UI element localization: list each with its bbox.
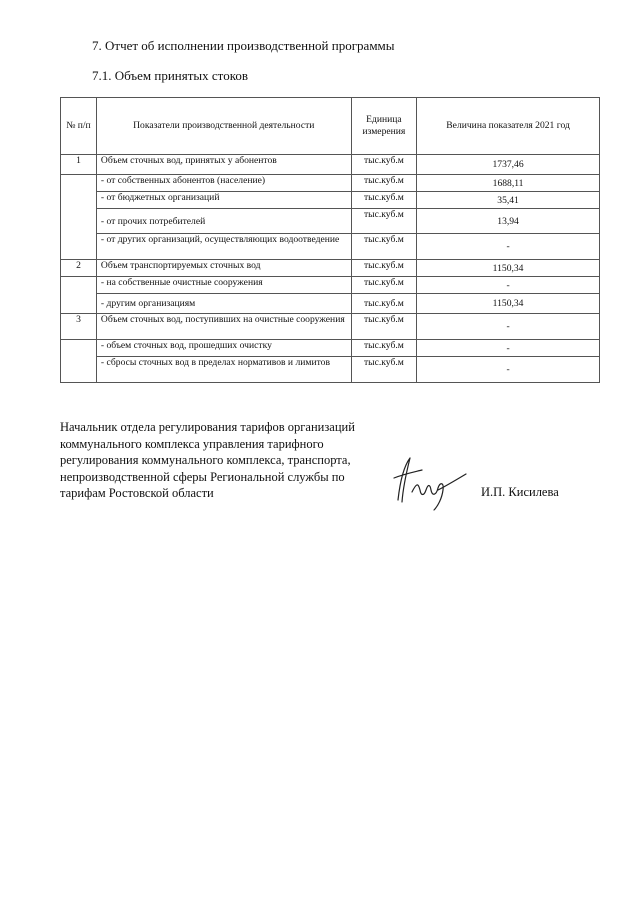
row-name: - на собственные очистные сооружения bbox=[96, 277, 351, 294]
row-unit: тыс.куб.м bbox=[351, 314, 417, 340]
row-num-group-1 bbox=[61, 175, 97, 260]
row-num: 2 bbox=[61, 260, 97, 277]
header-unit: Единица измерения bbox=[351, 98, 417, 155]
row-name: - от бюджетных организаций bbox=[96, 192, 351, 209]
signer-name: И.П. Кисилева bbox=[481, 485, 559, 499]
table-row bbox=[61, 260, 600, 277]
row-unit: тыс.куб.м bbox=[351, 277, 417, 294]
row-value: - bbox=[417, 277, 600, 294]
row-unit: тыс.куб.м bbox=[351, 357, 417, 383]
table-row bbox=[61, 314, 600, 340]
row-name: - объем сточных вод, прошедших очистку bbox=[96, 340, 351, 357]
position-line: непроизводственной сферы Региональной службы по bbox=[60, 469, 345, 484]
row-name: - сбросы сточных вод в пределах нормативов и лимитов bbox=[96, 357, 351, 383]
row-value: 35,41 bbox=[417, 192, 600, 209]
row-num: 1 bbox=[61, 155, 97, 175]
row-unit: тыс.куб.м bbox=[351, 294, 417, 314]
table-row bbox=[61, 277, 600, 294]
row-unit: тыс.куб.м bbox=[351, 234, 417, 260]
row-name: Объем сточных вод, поступивших на очистные сооружения bbox=[96, 314, 351, 340]
row-value: - bbox=[417, 314, 600, 340]
subsection-heading: 7.1. Объем принятых стоков bbox=[92, 68, 248, 83]
row-num: 3 bbox=[61, 314, 97, 340]
table-row bbox=[61, 192, 600, 209]
section-heading: 7. Отчет об исполнении производственной программы bbox=[92, 38, 395, 53]
table-row bbox=[61, 155, 600, 175]
row-value: - bbox=[417, 357, 600, 383]
production-program-table bbox=[60, 97, 600, 383]
row-unit: тыс.куб.м bbox=[351, 340, 417, 357]
signatory-position bbox=[60, 419, 355, 502]
row-unit: тыс.куб.м bbox=[351, 209, 417, 234]
row-unit: тыс.куб.м bbox=[351, 155, 417, 175]
table-header-row bbox=[61, 98, 600, 155]
table-row bbox=[61, 357, 600, 383]
row-value: 1150,34 bbox=[417, 260, 600, 277]
row-value: 13,94 bbox=[417, 209, 600, 234]
table-row bbox=[61, 234, 600, 260]
table-row bbox=[61, 209, 600, 234]
row-num-group-2 bbox=[61, 277, 97, 314]
position-line: коммунального комплекса управления тарифного bbox=[60, 436, 324, 451]
header-value: Величина показателя 2021 год bbox=[417, 98, 600, 155]
row-value: - bbox=[417, 234, 600, 260]
row-name: - от собственных абонентов (население) bbox=[96, 175, 351, 192]
row-unit: тыс.куб.м bbox=[351, 260, 417, 277]
position-line: Начальник отдела регулирования тарифов организаций bbox=[60, 420, 355, 434]
row-value: 1150,34 bbox=[417, 294, 600, 314]
row-name: - от прочих потребителей bbox=[96, 209, 351, 234]
row-unit: тыс.куб.м bbox=[351, 192, 417, 209]
row-unit: тыс.куб.м bbox=[351, 175, 417, 192]
table-row bbox=[61, 175, 600, 192]
table-row bbox=[61, 340, 600, 357]
row-name: - другим организациям bbox=[96, 294, 351, 314]
row-value: 1737,46 bbox=[417, 155, 600, 175]
row-value: 1688,11 bbox=[417, 175, 600, 192]
header-num: № п/п bbox=[61, 98, 97, 155]
row-name: Объем сточных вод, принятых у абонентов bbox=[96, 155, 351, 175]
row-name: Объем транспортируемых сточных вод bbox=[96, 260, 351, 277]
header-name: Показатели производственной деятельности bbox=[96, 98, 351, 155]
table-row bbox=[61, 294, 600, 314]
row-name: - от других организаций, осуществляющих водоотведение bbox=[96, 234, 351, 260]
position-line: регулирования коммунального комплекса, транспорта, bbox=[60, 453, 351, 467]
row-value: - bbox=[417, 340, 600, 357]
position-line: тарифам Ростовской области bbox=[60, 486, 214, 500]
handwritten-signature bbox=[388, 452, 468, 512]
row-num-group-3 bbox=[61, 340, 97, 383]
